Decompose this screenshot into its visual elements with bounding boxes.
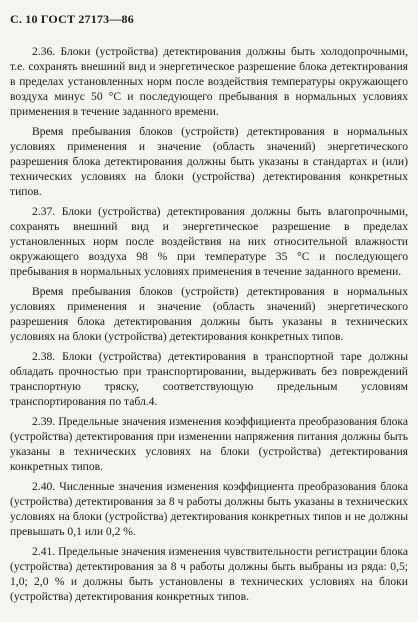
paragraph-2-41: 2.41. Предельные значения изменения чувствительности регистрации блока (устройства) детектирования за 8 ч работы должны быть выбраны из ряда: 0,5; 1,0; 2,0 % и должны быть установлены в технических условиях на блоки (устройства) детектирования конкретных типов. (10, 545, 408, 603)
page-header: С. 10 ГОСТ 27173—86 (10, 12, 134, 26)
document-body (10, 44, 408, 609)
paragraph-2-36-note: Время пребывания блоков (устройств) детектирования в нормальных условиях применения и значение (область значений) энергетического разрешения блока детектирования должны быть указаны в стандартах и (или) технических условиях на блоки (устройства) детектирования конкретных типов. (10, 125, 408, 198)
paragraph-2-38: 2.38. Блоки (устройства) детектирования в транспортной таре должны обладать прочностью при транспортировании, выдерживать без повреждений транспортную тряску, соответствующую предельным условиям транспортирования по табл.4. (10, 350, 408, 408)
paragraph-2-36: 2.36. Блоки (устройства) детектирования должны быть холодопрочными, т.е. сохранять внешний вид и энергетическое разрешение блока детектирования в пределах установленных норм после воздействия температуры окружающего воздуха минус 50 °С и последующего пребывания в нормальных условиях применения в течение заданного времени. (10, 45, 408, 118)
paragraph-2-40: 2.40. Численные значения изменения коэффициента преобразования блока (устройства) детектирования за 8 ч работы должны быть указаны в технических условиях на блоки (устройства) детектирования конкретных типов и не должны превышать 0,1 или 0,2 %. (10, 480, 408, 538)
paragraph-2-37: 2.37. Блоки (устройства) детектирования должны быть влагопрочными, сохранять внешний вид и энергетическое разрешение в пределах установленных норм после воздействия на них относительной влажности окружающего воздуха 98 % при температуре 35 °С и последующего пребывания в нормальных условиях применения в течение заданного времени. (10, 205, 408, 278)
paragraph-2-37-note: Время пребывания блоков (устройств) детектирования в нормальных условиях применения и значение (область значений) энергетического разрешения блока детектирования должны быть указаны в технических условиях на блоки (устройства) детектирования конкретных типов. (10, 285, 408, 343)
paragraph-2-39: 2.39. Предельные значения изменения коэффициента преобразования блока (устройства) детектирования при изменении напряжения питания должны быть указаны в технических условиях на блоки (устройства) детектирования конкретных типов. (10, 415, 408, 473)
